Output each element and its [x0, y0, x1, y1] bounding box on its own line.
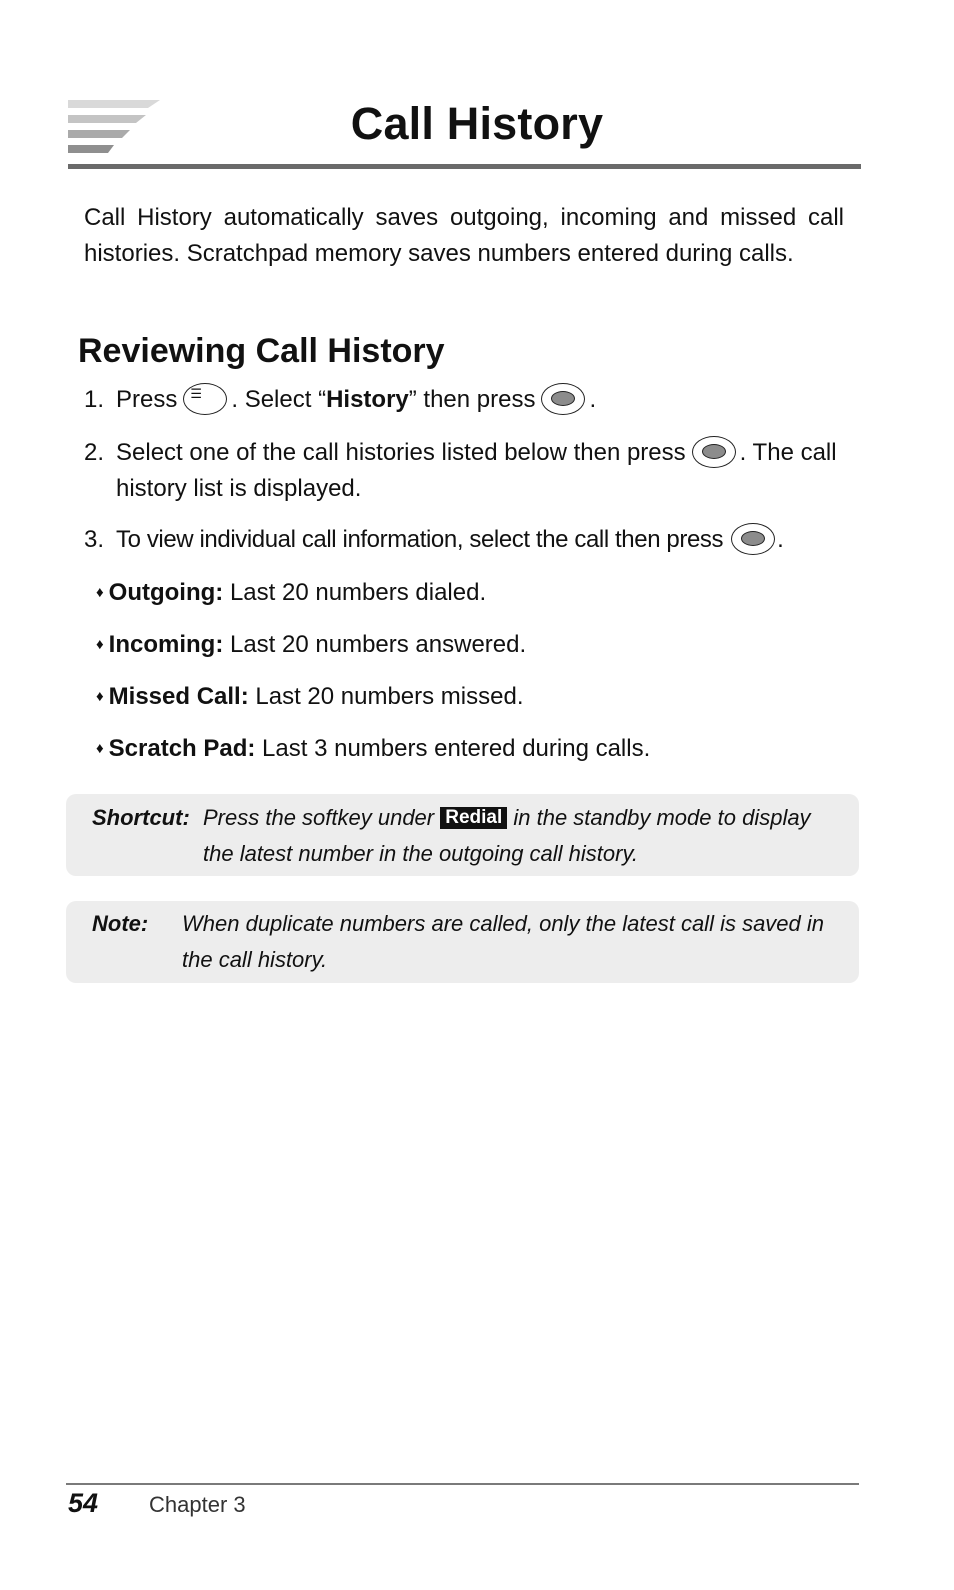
section-heading: Reviewing Call History: [78, 332, 445, 370]
select-key-icon: [692, 436, 736, 468]
chapter-label: Chapter 3: [149, 1492, 246, 1517]
redial-softkey-label: Redial: [440, 807, 507, 829]
list-item: [96, 628, 836, 662]
list-item: [96, 576, 836, 610]
bullet-icon: ♦: [96, 688, 104, 705]
footer-divider: [66, 1483, 859, 1485]
list-item-label: Outgoing:: [108, 579, 224, 606]
step-text: Select one of the call histories listed below then press: [116, 439, 686, 466]
step-3: [84, 522, 846, 558]
shortcut-box: [66, 794, 859, 876]
list-item-text: Last 20 numbers answered.: [223, 631, 527, 658]
step-text: ” then press: [408, 386, 536, 413]
note-text: When duplicate numbers are called, only the latest call is saved in the call history.: [182, 911, 825, 972]
step-2: [84, 435, 846, 507]
bullet-icon: ♦: [96, 740, 104, 757]
shortcut-text-part: in the standby mode to display the latest number in the outgoing call history.: [203, 805, 811, 866]
page-title: Call History: [350, 98, 604, 149]
note-box: [66, 901, 859, 983]
list-item-text: Last 3 numbers entered during calls.: [255, 735, 651, 762]
step-text: .: [589, 386, 597, 413]
bullet-icon: ♦: [96, 636, 104, 653]
step-number: 1.: [84, 386, 105, 413]
menu-key-icon: ☰: [183, 383, 227, 415]
step-number: 2.: [84, 439, 105, 466]
list-item: [96, 732, 836, 766]
step-text: . The call history list is displayed.: [116, 439, 837, 502]
shortcut-text: [203, 800, 843, 872]
step-text: Press: [116, 386, 178, 413]
list-item-label: Scratch Pad:: [108, 735, 256, 762]
select-key-icon: [731, 523, 775, 555]
step-text: To view individual call information, select the call then press: [116, 526, 724, 553]
select-key-icon: [541, 383, 585, 415]
list-item-text: Last 20 numbers missed.: [248, 683, 524, 710]
page-number: 54: [68, 1488, 99, 1518]
step-number: 3.: [84, 526, 105, 553]
step-text: .: [777, 526, 784, 553]
list-item-label: Missed Call:: [108, 683, 249, 710]
note-label: Note:: [92, 911, 149, 936]
list-item: [96, 680, 836, 714]
intro-paragraph: Call History automatically saves outgoing, incoming and missed call histories. Scratchpad memory saves numbers entered during calls.: [84, 204, 844, 267]
menu-option-history: History: [326, 386, 409, 413]
list-item-label: Incoming:: [108, 631, 224, 658]
list-item-text: Last 20 numbers dialed.: [223, 579, 487, 606]
step-1: [84, 382, 846, 418]
title-divider: [68, 164, 861, 169]
shortcut-label: Shortcut:: [92, 805, 190, 830]
shortcut-text-part: Press the softkey under: [203, 805, 441, 830]
step-text: . Select “: [231, 386, 327, 413]
bullet-icon: ♦: [96, 584, 104, 601]
